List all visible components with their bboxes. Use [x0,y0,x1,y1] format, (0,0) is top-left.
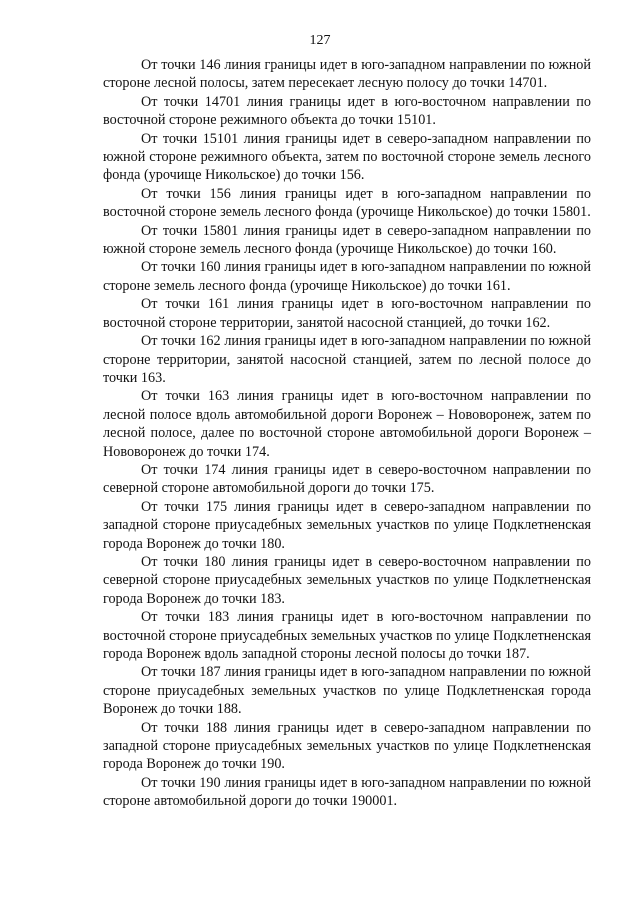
paragraph-16: От точки 190 линия границы идет в юго-западном направлении по южной стороне автомобильной дороги до точки 190001. [103,774,591,810]
paragraph-7: От точки 161 линия границы идет в юго-восточном направлении по восточной стороне территории, занятой насосной станцией, до точки 162. [103,296,591,331]
page-number: 127 [309,33,331,48]
paragraph-4: От точки 156 линия границы идет в юго-западном направлении по восточной стороне земель лесного фонда (урочище Никольское) до точки 15801. [103,185,591,221]
paragraph-15: От точки 188 линия границы идет в северо-западном направлении по западной стороне приусадебных земельных участков по улице Подклетненская города Воронеж до точки 190. [103,719,591,773]
paragraph-8: От точки 162 линия границы идет в юго-западном направлении по южной стороне территории, занятой насосной станцией, затем по лесной полосе до точки 163. [103,333,591,386]
paragraph-5: От точки 15801 линия границы идет в северо-западном направлении по южной стороне земель лесного фонда (урочище Никольское) до точки 160. [103,222,591,258]
paragraph-12: От точки 180 линия границы идет в северо-восточном направлении по северной стороне приусадебных земельных участков по улице Подклетненская города Воронеж до точки 183. [103,553,591,607]
paragraph-9: От точки 163 линия границы идет в юго-восточном направлении по лесной полосе вдоль автомобильной дороги Воронеж – Нововоронеж, затем по лесной полосе, далее по восточной стороне автомобильной дороги Воронеж – Нововоронеж до точки 174. [103,388,591,460]
paragraph-11: От точки 175 линия границы идет в северо-западном направлении по западной стороне приусадебных земельных участков по улице Подклетненская города Воронеж до точки 180. [103,498,591,552]
paragraph-6: От точки 160 линия границы идет в юго-западном направлении по южной стороне земель лесного фонда (урочище Никольское) до точки 161. [103,259,591,294]
paragraph-14: От точки 187 линия границы идет в юго-западном направлении по южной стороне приусадебных земельных участков по улице Подклетненская города Воронеж до точки 188. [103,664,591,718]
paragraph-10: От точки 174 линия границы идет в северо-восточном направлении по северной стороне автомобильной дороги до точки 175. [103,461,591,497]
paragraph-2: От точки 14701 линия границы идет в юго-восточном направлении по восточной стороне режимного объекта до точки 15101. [103,93,591,129]
document-body [103,56,591,811]
paragraph-3: От точки 15101 линия границы идет в северо-западном направлении по южной стороне режимного объекта, затем по восточной стороне земель лесного фонда (урочище Никольское) до точки 156. [103,130,591,184]
paragraph-1: От точки 146 линия границы идет в юго-западном направлении по южной стороне лесной полосы, затем пересекает лесную полосу до точки 14701. [103,57,591,92]
paragraph-13: От точки 183 линия границы идет в юго-восточном направлении по восточной стороне приусадебных земельных участков по улице Подклетненская города Воронеж вдоль западной стороны лесной полосы до точки 187. [103,609,591,662]
